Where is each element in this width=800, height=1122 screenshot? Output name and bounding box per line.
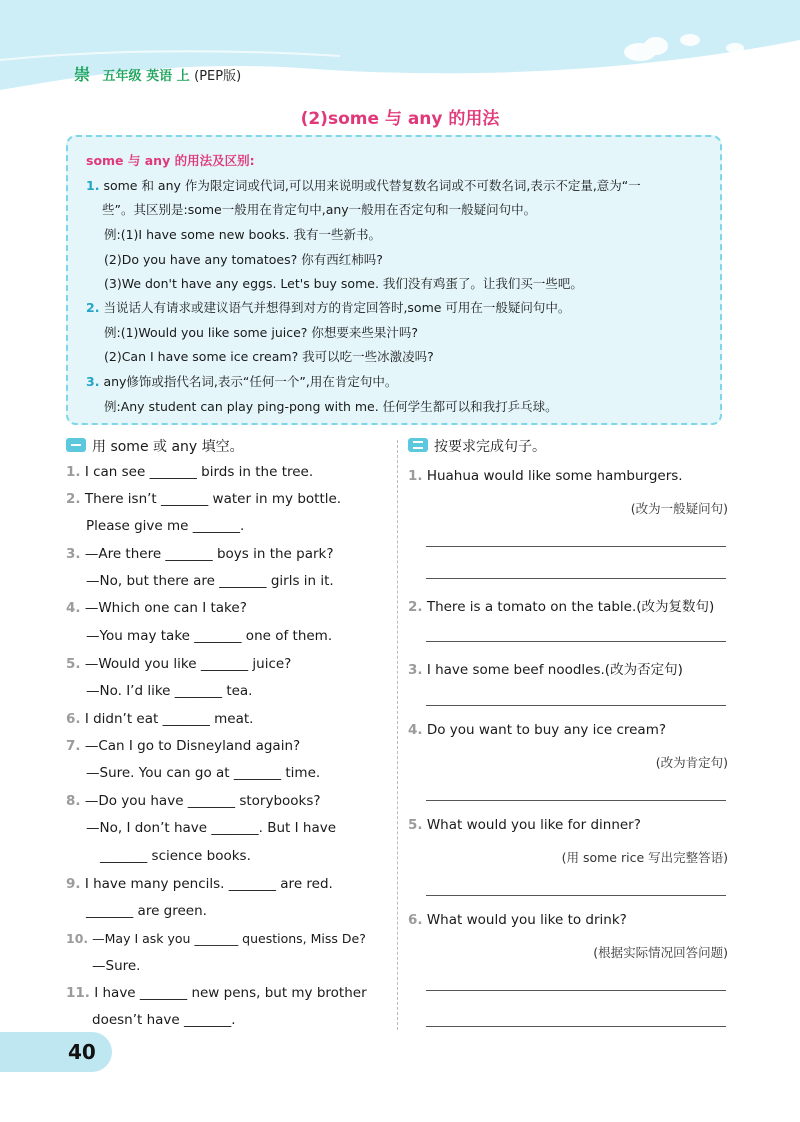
exercise-line: 11. I have _______ new pens, but my brother bbox=[66, 985, 367, 1001]
exercise-line: _______ science books. bbox=[100, 848, 251, 864]
page-number: 40 bbox=[68, 1040, 96, 1064]
exercise-line: 10. —May I ask you _______ questions, Miss De? bbox=[66, 931, 366, 946]
notes-line: 例:(1)I have some new books. 我有一些新书。 bbox=[104, 227, 381, 242]
exercise-line: 7. —Can I go to Disneyland again? bbox=[66, 738, 301, 754]
notes-line: (2)Do you have any tomatoes? 你有西红柿吗? bbox=[104, 252, 383, 267]
answer-line[interactable] bbox=[426, 705, 726, 706]
section2-heading: 按要求完成句子。 bbox=[408, 436, 546, 456]
exercise-line: 8. —Do you have _______ storybooks? bbox=[66, 793, 321, 809]
section-one-icon bbox=[66, 438, 86, 452]
exercise-line: —Sure. You can go at _______ time. bbox=[86, 765, 321, 781]
exercise-hint: (改为肯定句) bbox=[655, 755, 728, 770]
notes-line: 3. any修饰或指代名词,表示“任何一个”,用在肯定句中。 bbox=[86, 374, 398, 389]
exercise-line: 4. Do you want to buy any ice cream? bbox=[408, 722, 667, 738]
brand-mark: 崇 bbox=[74, 65, 91, 84]
answer-line[interactable] bbox=[426, 546, 726, 547]
exercise-line: 1. Huahua would like some hamburgers. bbox=[408, 468, 683, 484]
answer-line[interactable] bbox=[426, 895, 726, 896]
notes-line: (3)We don't have any eggs. Let's buy some. 我们没有鸡蛋了。让我们买一些吧。 bbox=[104, 276, 583, 291]
exercise-hint: (改为一般疑问句) bbox=[630, 501, 728, 516]
exercise-line: 5. What would you like for dinner? bbox=[408, 817, 641, 833]
answer-line[interactable] bbox=[426, 990, 726, 991]
exercise-line: 1. I can see _______ birds in the tree. bbox=[66, 464, 314, 480]
exercise-line: 6. What would you like to drink? bbox=[408, 912, 627, 928]
exercise-line: —No, I don’t have _______. But I have bbox=[86, 820, 337, 836]
column-divider bbox=[397, 440, 398, 1030]
page-title: (2)some 与 any 的用法 bbox=[300, 109, 500, 129]
exercise-line: 2. There is a tomato on the table.(改为复数句) bbox=[408, 599, 715, 615]
exercise-line: —You may take _______ one of them. bbox=[86, 628, 333, 644]
exercise-line: —No, but there are _______ girls in it. bbox=[86, 573, 334, 589]
grade-label: 五年级 英语 上 bbox=[102, 69, 190, 84]
exercise-line: 6. I didn’t eat _______ meat. bbox=[66, 711, 254, 727]
notes-line: 例:Any student can play ping-pong with me. 任何学生都可以和我打乒乓球。 bbox=[104, 399, 558, 414]
notes-line: 例:(1)Would you like some juice? 你想要来些果汁吗? bbox=[104, 325, 419, 340]
notes-heading: some 与 any 的用法及区别: bbox=[86, 153, 255, 168]
exercise-line: Please give me _______. bbox=[86, 518, 245, 534]
section2-items bbox=[408, 0, 728, 1122]
header-label bbox=[74, 62, 241, 85]
answer-line[interactable] bbox=[426, 641, 726, 642]
exercise-line: doesn’t have _______. bbox=[92, 1012, 236, 1028]
notes-line: 1. some 和 any 作为限定词或代词,可以用来说明或代替复数名词或不可数名词,表示不定量,意为“一 bbox=[86, 178, 641, 193]
exercise-line: 4. —Which one can I take? bbox=[66, 600, 247, 616]
answer-line[interactable] bbox=[426, 578, 726, 579]
edition-label: (PEP版) bbox=[194, 69, 242, 84]
section1-heading: 用 some 或 any 填空。 bbox=[66, 436, 244, 456]
exercise-line: _______ are green. bbox=[86, 903, 207, 919]
exercise-line: —Sure. bbox=[92, 958, 141, 974]
exercise-hint: (用 some rice 写出完整答语) bbox=[561, 850, 728, 865]
exercise-line: —No. I’d like _______ tea. bbox=[86, 683, 253, 699]
exercise-line: 3. —Are there _______ boys in the park? bbox=[66, 546, 334, 562]
exercise-line: 3. I have some beef noodles.(改为否定句) bbox=[408, 662, 683, 678]
notes-line: 2. 当说话人有请求或建议语气并想得到对方的肯定回答时,some 可用在一般疑问句中。 bbox=[86, 300, 571, 315]
notes-line: 些”。其区别是:some一般用在肯定句中,any一般用在否定句和一般疑问句中。 bbox=[102, 202, 537, 217]
notes-line: (2)Can I have some ice cream? 我可以吃一些冰激凌吗? bbox=[104, 349, 434, 364]
exercise-line: 9. I have many pencils. _______ are red. bbox=[66, 876, 333, 892]
answer-line[interactable] bbox=[426, 1026, 726, 1027]
exercise-hint: (根据实际情况回答问题) bbox=[593, 945, 728, 960]
exercise-line: 2. There isn’t _______ water in my bottle. bbox=[66, 491, 342, 507]
exercise-line: 5. —Would you like _______ juice? bbox=[66, 656, 292, 672]
answer-line[interactable] bbox=[426, 800, 726, 801]
